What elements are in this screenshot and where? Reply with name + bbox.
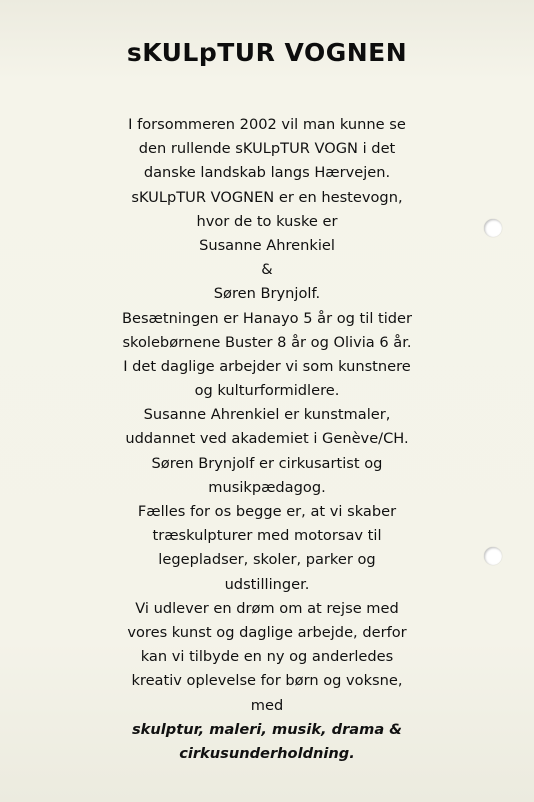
text-line: legepladser, skoler, parker og (158, 551, 376, 569)
emphasis-line: cirkusunderholdning. (179, 744, 355, 762)
page-title: sKULpTUR VOGNEN (126, 38, 408, 67)
text-line: I forsommeren 2002 vil man kunne se (128, 116, 406, 133)
text-line: den rullende sKULpTUR VOGN i det (138, 140, 396, 158)
text-line: Søren Brynjolf. (213, 285, 321, 303)
emphasis-line: skulptur, maleri, musik, drama & (131, 720, 403, 738)
text-line: Vi udlever en drøm om at rejse med (135, 599, 399, 617)
text-line: musikpædagog. (208, 478, 326, 496)
text-line: vores kunst og daglige arbejde, derfor (127, 623, 407, 641)
text-line: Susanne Ahrenkiel er kunstmaler, (143, 406, 391, 424)
text-line: Fælles for os begge er, at vi skaber (137, 503, 397, 520)
text-line: danske landskab langs Hærvejen. (143, 164, 391, 182)
punch-hole-icon (484, 547, 502, 565)
text-line: I det daglige arbejder vi som kunstnere (123, 357, 411, 375)
text-line: kreativ oplevelse for børn og voksne, (131, 672, 403, 690)
text-line: og kulturformidlere. (194, 382, 340, 400)
text-line: uddannet ved akademiet i Genève/CH. (125, 430, 409, 448)
text-line: skolebørnene Buster 8 år og Olivia 6 år. (122, 333, 412, 351)
text-line: sKULpTUR VOGNEN er en hestevogn, (131, 188, 403, 206)
text-line: med (250, 696, 284, 714)
text-line: & (261, 261, 273, 279)
punch-hole-icon (484, 219, 502, 237)
text-line: kan vi tilbyde en ny og anderledes (140, 648, 394, 666)
text-line: Søren Brynjolf er cirkusartist og (151, 454, 383, 472)
body-text (0, 113, 534, 766)
text-line: Besætningen er Hanayo 5 år og til tider (121, 309, 413, 327)
text-line: hvor de to kuske er (196, 212, 338, 230)
text-line: udstillinger. (224, 575, 310, 593)
text-line: Susanne Ahrenkiel (199, 236, 335, 254)
text-line: træskulpturer med motorsav til (152, 527, 382, 545)
